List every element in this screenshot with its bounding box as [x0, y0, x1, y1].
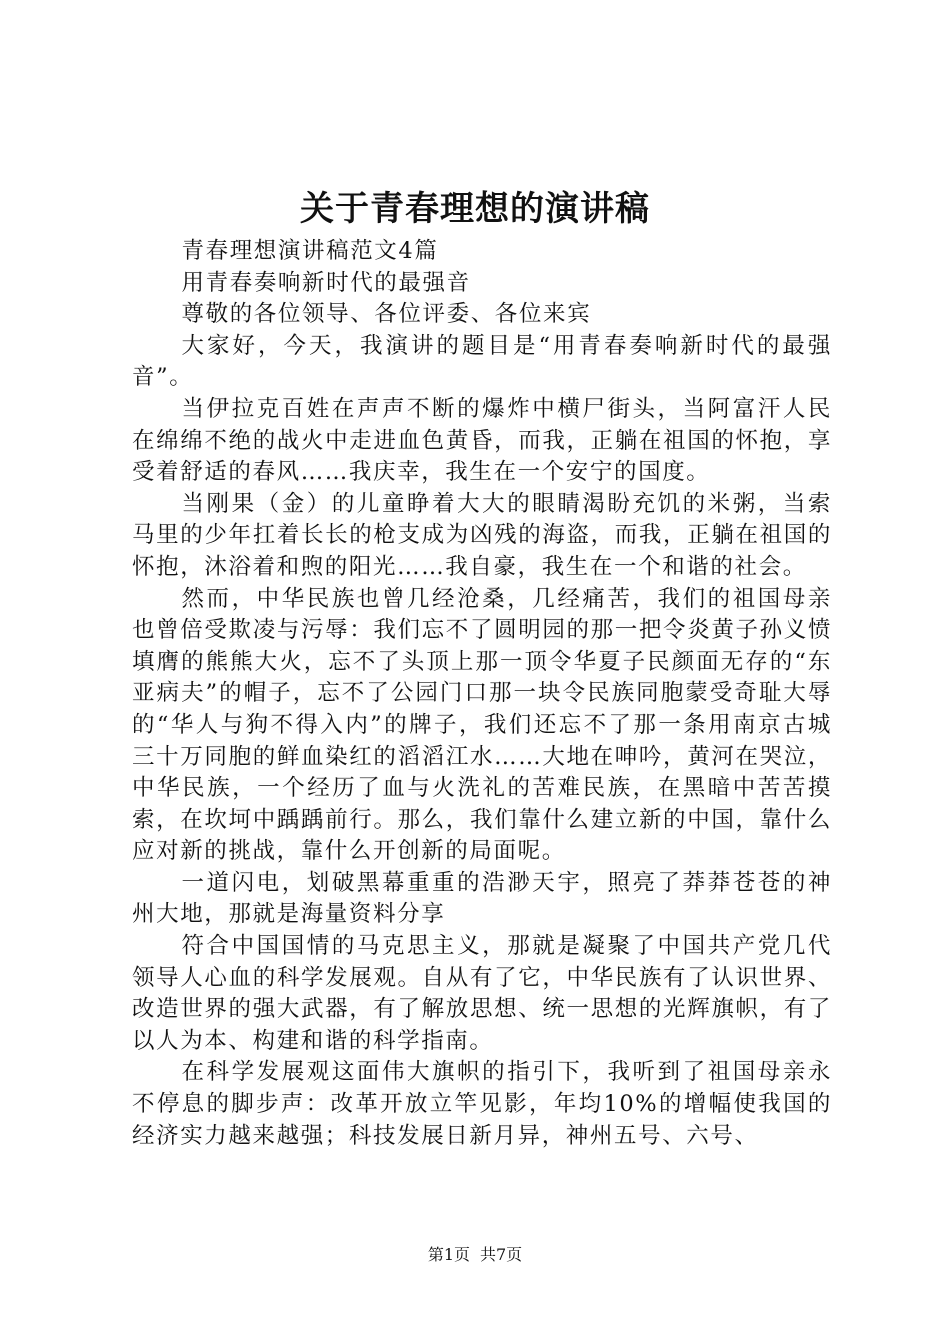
paragraph-3: 尊敬的各位领导、各位评委、各位来宾 [181, 301, 592, 328]
document-title: 关于青春理想的演讲稿 [300, 189, 650, 229]
paragraph-4: 大家好，今天，我演讲的题目是“用青春奏响新时代的最强音”。 [132, 332, 832, 391]
paragraph-5: 当伊拉克百姓在声声不断的爆炸中横尸街头，当阿富汗人民在绵绵不绝的战火中走进血色黄昏，而我，正躺在祖国的怀抱，享受着舒适的春风……我庆幸，我生在一个安宁的国度。 [132, 395, 832, 486]
paragraph-10: 在科学发展观这面伟大旗帜的指引下，我听到了祖国母亲永不停息的脚步声：改革开放立竿见影，年均10%的增幅使我国的经济实力越来越强；科技发展日新月异，神州五号、六号、 [132, 1059, 832, 1149]
page-number-total: 共7页 [480, 1245, 523, 1264]
paragraph-7: 然而，中华民族也曾几经沧桑，几经痛苦，我们的祖国母亲也曾倍受欺凌与污辱：我们忘不了圆明园的那一把令炎黄子孙义愤填膺的熊熊大火，忘不了头顶上那一顶令华夏子民颜面无存的“东亚病夫”的帽子，忘不了公园门口那一块令民族同胞蒙受奇耻大辱的“华人与狗不得入内”的牌子，我们还忘不了那一条用南京古城三十万同胞的鲜血染红的滔滔江水……大地在呻吟，黄河在哭泣，中华民族，一个经历了血与火洗礼的苦难民族，在黑暗中苦苦摸索，在坎坷中踽踽前行。那么，我们靠什么建立新的中国，靠什么应对新的挑战，靠什么开创新的局面呢。 [132, 585, 832, 865]
paragraph-6: 当刚果（金）的儿童睁着大大的眼睛渴盼充饥的米粥，当索马里的少年扛着长长的枪支成为凶残的海盗，而我，正躺在祖国的怀抱，沐浴着和煦的阳光……我自豪，我生在一个和谐的社会。 [132, 490, 832, 580]
page-footer [0, 1244, 950, 1266]
paragraph-8: 一道闪电，划破黑幕重重的浩渺天宇，照亮了莽莽苍苍的神州大地，那就是海量资料分享 [132, 869, 832, 928]
paragraph-2: 用青春奏响新时代的最强音 [181, 269, 471, 296]
document-body [132, 236, 832, 1152]
paragraph-1: 青春理想演讲稿范文4篇 [181, 238, 439, 264]
page-number-current: 第1页 [427, 1245, 470, 1264]
paragraph-9: 符合中国国情的马克思主义，那就是凝聚了中国共产党几代领导人心血的科学发展观。自从有了它，中华民族有了认识世界、改造世界的强大武器，有了解放思想、统一思想的光辉旗帜，有了以人为本、构建和谐的科学指南。 [132, 933, 832, 1054]
